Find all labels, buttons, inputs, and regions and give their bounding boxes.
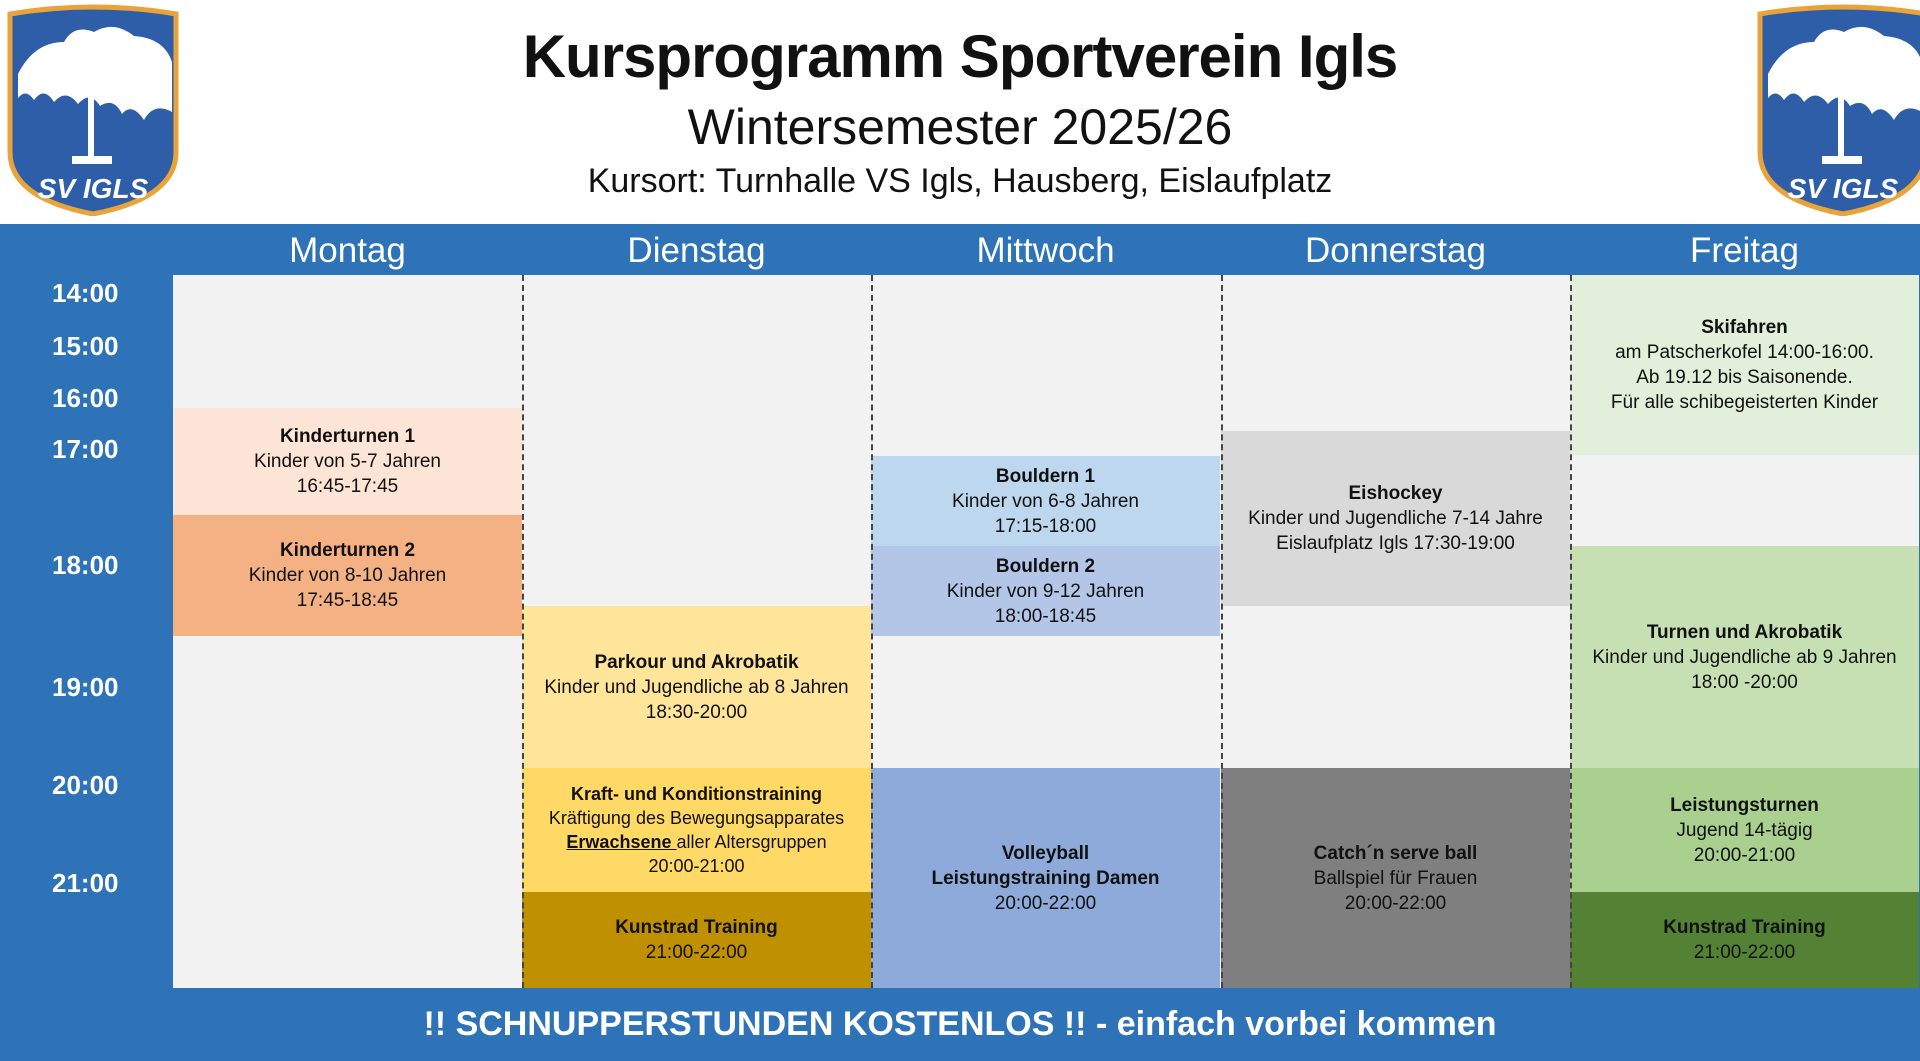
course-audience: Ballspiel für Frauen <box>1313 867 1478 889</box>
time-label: 19:00 <box>52 672 119 702</box>
footer-banner: !! SCHNUPPERSTUNDEN KOSTENLOS !! - einfach vorbei kommen <box>423 1005 1497 1043</box>
day-header-freitag: Freitag <box>1690 231 1799 270</box>
time-label: 16:00 <box>52 383 119 413</box>
course-kunstrad-dienstag <box>522 892 871 988</box>
course-audience: Kinder von 9-12 Jahren <box>946 580 1145 602</box>
day-header-mittwoch: Mittwoch <box>976 231 1115 270</box>
column-divider <box>871 275 873 988</box>
course-volleyball <box>871 768 1220 988</box>
course-bouldern-1 <box>871 456 1220 546</box>
course-audience: Kinder von 6-8 Jahren <box>952 490 1139 512</box>
course-title: Leistungsturnen <box>1670 794 1819 816</box>
column-montag <box>173 275 522 988</box>
time-label: 14:00 <box>52 278 119 308</box>
course-audience: Kinder und Jugendliche ab 8 Jahren <box>544 676 849 698</box>
course-kunstrad-freitag <box>1570 892 1919 988</box>
schedule-grid <box>173 275 1919 988</box>
course-title: Kunstrad Training <box>1663 917 1826 938</box>
course-audience: Jugend 14-tägig <box>1676 819 1813 841</box>
course-title: Kinderturnen 2 <box>279 540 416 561</box>
column-mittwoch <box>871 275 1220 988</box>
time-label: 15:00 <box>52 331 119 361</box>
course-audience: Kinder und Jugendliche ab 9 Jahren <box>1592 646 1897 668</box>
column-freitag <box>1570 275 1919 988</box>
course-time: 18:00-18:45 <box>994 605 1097 627</box>
course-title: Kinderturnen 1 <box>279 426 416 447</box>
course-title: Catch´n serve ball <box>1313 842 1478 864</box>
course-time: 20:00-22:00 <box>994 892 1097 914</box>
course-time: 18:30-20:00 <box>645 701 748 723</box>
course-title: Skifahren <box>1701 317 1788 338</box>
course-audience-highlight: Erwachsene <box>566 832 677 852</box>
course-time: 18:00 -20:00 <box>1691 671 1798 693</box>
course-season: Ab 19.12 bis Saisonende. <box>1636 367 1853 388</box>
course-title: Kunstrad Training <box>615 917 778 938</box>
day-header-montag: Montag <box>289 231 406 270</box>
svg-text:SV IGLS: SV IGLS <box>1787 173 1899 204</box>
course-title: Parkour und Akrobatik <box>594 651 799 673</box>
course-location-time: Eislaufplatz Igls 17:30-19:00 <box>1276 533 1515 554</box>
header <box>0 0 1920 224</box>
course-time: 20:00-21:00 <box>648 856 745 876</box>
course-kraft-kondition <box>522 768 871 892</box>
course-title: Turnen und Akrobatik <box>1646 621 1843 643</box>
course-location-time: am Patscherkofel 14:00-16:00. <box>1615 342 1874 363</box>
course-time: 17:45-18:45 <box>296 590 399 611</box>
page-subtitle: Wintersemester 2025/26 <box>687 99 1233 155</box>
course-time: 20:00-21:00 <box>1693 844 1796 866</box>
column-divider <box>522 275 524 988</box>
course-description: Kräftigung des Bewegungsapparates <box>548 808 845 828</box>
course-title: Eishockey <box>1348 483 1443 504</box>
course-title: Bouldern 1 <box>995 465 1096 487</box>
course-kinderturnen-2 <box>173 515 522 636</box>
course-time: 20:00-22:00 <box>1344 892 1447 914</box>
course-parkour-akrobatik <box>522 606 871 768</box>
course-title: Kraft- und Konditionstraining <box>571 784 822 804</box>
time-label: 17:00 <box>52 434 119 464</box>
course-time: 21:00-22:00 <box>1693 942 1796 963</box>
svg-text:SV IGLS: SV IGLS <box>37 173 149 204</box>
course-time: 17:15-18:00 <box>994 515 1097 537</box>
course-skifahren <box>1570 275 1919 455</box>
column-dienstag <box>522 275 871 988</box>
course-audience: Kinder und Jugendliche 7-14 Jahre <box>1248 508 1543 529</box>
course-eishockey <box>1221 431 1570 606</box>
day-header-donnerstag: Donnerstag <box>1305 231 1486 270</box>
course-title: Bouldern 2 <box>995 555 1096 577</box>
course-audience: Kinder von 8-10 Jahren <box>248 565 447 586</box>
column-divider <box>1570 275 1572 988</box>
day-header-dienstag: Dienstag <box>627 231 766 270</box>
course-time: 21:00-22:00 <box>645 942 748 963</box>
course-time: 16:45-17:45 <box>296 476 399 497</box>
course-audience: aller Altersgruppen <box>676 832 827 852</box>
course-audience: Für alle schibegeisterten Kinder <box>1610 392 1879 413</box>
course-turnen-akrobatik <box>1570 546 1919 768</box>
course-leistungsturnen <box>1570 768 1919 892</box>
course-kinderturnen-1 <box>173 408 522 515</box>
time-label: 18:00 <box>52 550 119 580</box>
course-bouldern-2 <box>871 546 1220 636</box>
course-catch-serve-ball <box>1221 768 1570 988</box>
course-location: Kursort: Turnhalle VS Igls, Hausberg, Eislaufplatz <box>587 162 1333 200</box>
course-audience: Leistungstraining Damen <box>931 867 1160 889</box>
course-audience-line <box>566 830 826 854</box>
column-donnerstag <box>1221 275 1570 988</box>
page-title: Kursprogramm Sportverein Igls <box>522 23 1398 90</box>
time-label: 20:00 <box>52 770 119 800</box>
course-audience: Kinder von 5-7 Jahren <box>254 451 441 472</box>
course-title: Volleyball <box>1001 842 1090 864</box>
column-divider <box>1221 275 1223 988</box>
time-label: 21:00 <box>52 868 119 898</box>
